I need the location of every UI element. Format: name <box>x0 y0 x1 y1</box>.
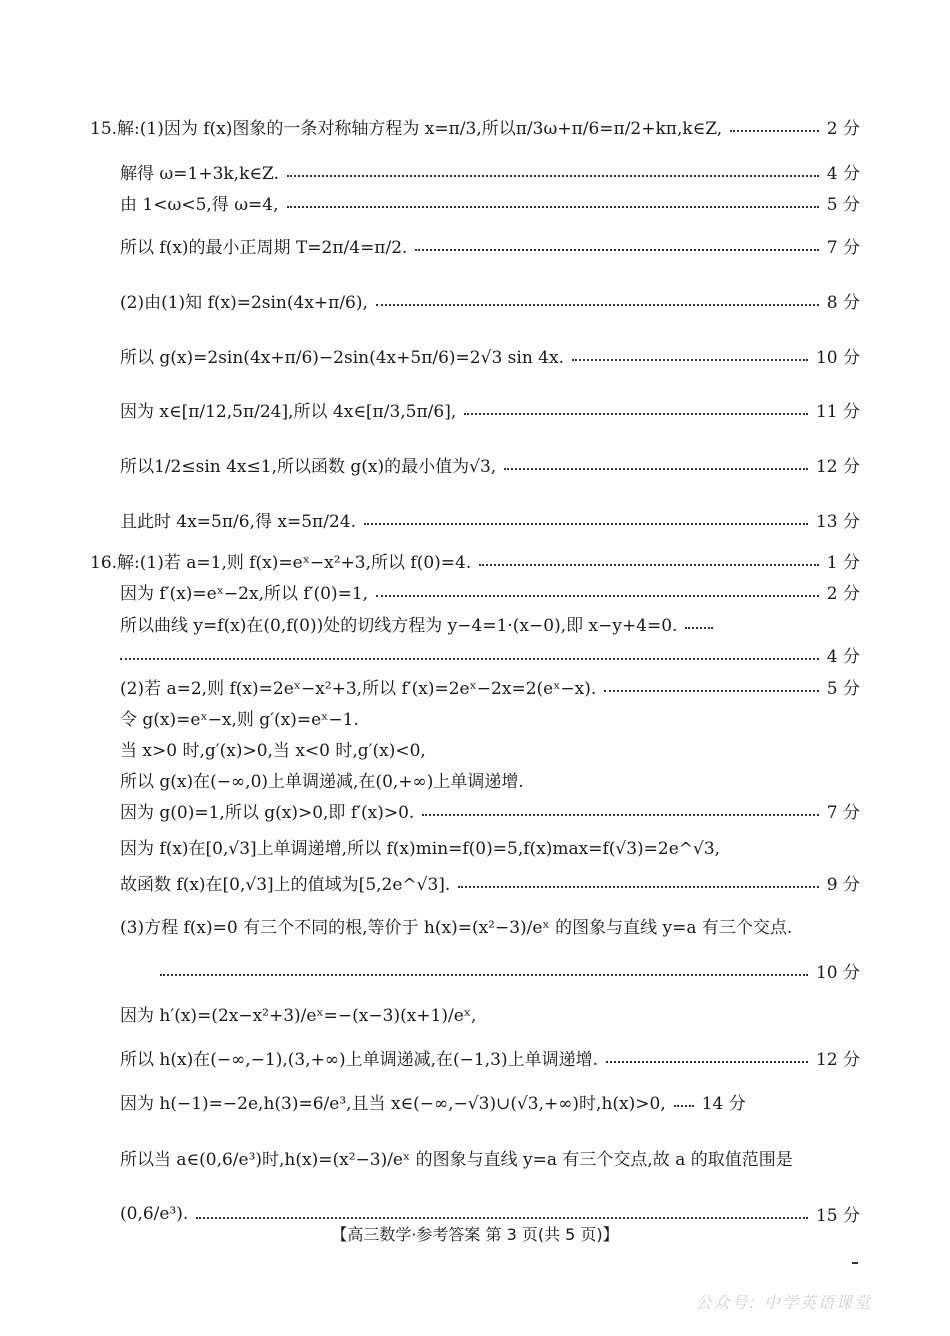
p16-line-1: 16.解:(1)若 a=1,则 f(x)=eˣ−x²+3,所以 f(0)=4. 1 分 <box>90 553 860 573</box>
p15-line-4: 所以 f(x)的最小正周期 T=2π/4=π/2. 7 分 <box>120 238 860 258</box>
p16-line-8: 所以 g(x)在(−∞,0)上单调递减,在(0,+∞)上单调递增. <box>120 772 524 792</box>
p16-line-12: (3)方程 f(x)=0 有三个不同的根,等价于 h(x)=(x²−3)/eˣ 的图象与直线 y=a 有三个交点. <box>120 918 793 938</box>
p16-line-13: 10 分 <box>160 958 860 983</box>
p16-line-15: 所以 h(x)在(−∞,−1),(3,+∞)上单调递减,在(−1,3)上单调递增. 12 分 <box>120 1050 860 1070</box>
p16-line-7: 当 x>0 时,g′(x)>0,当 x<0 时,g′(x)<0, <box>120 741 426 761</box>
p15-line-3: 由 1<ω<5,得 ω=4, 5 分 <box>120 195 860 215</box>
p15-line-7: 因为 x∈[π/12,5π/24],所以 4x∈[π/3,5π/6], 11 分 <box>120 402 860 422</box>
p15-line-9: 且此时 4x=5π/6,得 x=5π/24. 13 分 <box>120 512 860 532</box>
p16-line-5: (2)若 a=2,则 f(x)=2eˣ−x²+3,所以 f′(x)=2eˣ−2x=2(eˣ−x). 5 分 <box>120 679 860 699</box>
p16-line-14: 因为 h′(x)=(2x−x²+3)/eˣ=−(x−3)(x+1)/eˣ, <box>120 1006 477 1026</box>
p16-line-3: 所以曲线 y=f(x)在(0,f(0))处的切线方程为 y−4=1·(x−0),即 x−y+4=0. <box>120 611 860 636</box>
p16-line-2: 因为 f′(x)=eˣ−2x,所以 f′(0)=1, 2 分 <box>120 584 860 604</box>
p16-line-6: 令 g(x)=eˣ−x,则 g′(x)=eˣ−1. <box>120 710 359 730</box>
p15-line-1: 15.解:(1)因为 f(x)图象的一条对称轴方程为 x=π/3,所以π/3ω+π/6=π/2+kπ,k∈Z, 2 分 <box>90 119 860 139</box>
p16-line-4: 4 分 <box>120 642 860 667</box>
p15-line-2: 解得 ω=1+3k,k∈Z. 4 分 <box>120 164 860 184</box>
p15-line-6: 所以 g(x)=2sin(4x+π/6)−2sin(4x+5π/6)=2√3 sin 4x. 10 分 <box>120 348 860 368</box>
p16-line-17: 所以当 a∈(0,6/e³)时,h(x)=(x²−3)/eˣ 的图象与直线 y=a 有三个交点,故 a 的取值范围是 <box>120 1150 793 1170</box>
p16-line-9: 因为 g(0)=1,所以 g(x)>0,即 f′(x)>0. 7 分 <box>120 803 860 823</box>
p15-line-5: (2)由(1)知 f(x)=2sin(4x+π/6), 8 分 <box>120 293 860 313</box>
page-footer: 【高三数学·参考答案 第 3 页(共 5 页)】 <box>331 1225 619 1244</box>
p16-line-10: 因为 f(x)在[0,√3]上单调递增,所以 f(x)min=f(0)=5,f(x)max=f(√3)=2e^√3, <box>120 839 721 859</box>
p16-line-16: 因为 h(−1)=−2e,h(3)=6/e³,且当 x∈(−∞,−√3)∪(√3,+∞)时,h(x)>0, 14 分 <box>120 1094 746 1114</box>
p16-line-11: 故函数 f(x)在[0,√3]上的值域为[5,2e^√3]. 9 分 <box>120 875 860 895</box>
corner-mark <box>852 1262 858 1264</box>
p15-line-8: 所以1/2≤sin 4x≤1,所以函数 g(x)的最小值为√3, 12 分 <box>120 457 860 477</box>
watermark: 公众号: 中学英语课堂 <box>695 1293 872 1312</box>
p16-line-18: (0,6/e³). 15 分 <box>120 1203 860 1226</box>
